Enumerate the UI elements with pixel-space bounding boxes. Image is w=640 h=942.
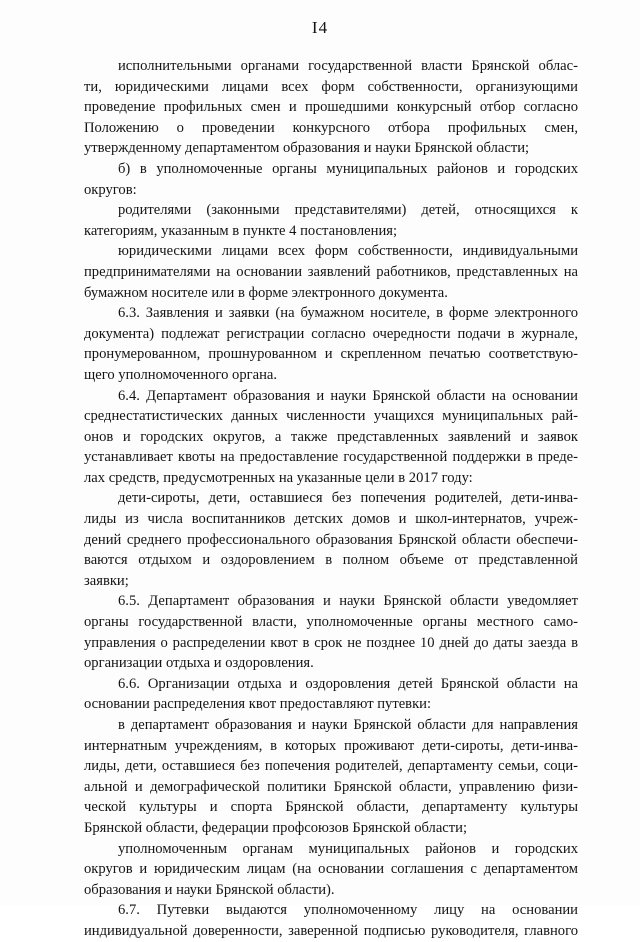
text-line: утвержденному департаментом образования и науки Брянской области;	[84, 140, 530, 157]
text-line: предпринимателями на основании заявлений работников, представленных на	[84, 263, 578, 280]
text-line: уполномоченным органам муниципальных районов и городских	[118, 840, 578, 857]
text-line: ваются отдыхом и оздоровлением в полном объеме от представленной	[84, 552, 578, 569]
text-line: округов и юридическим лицам (на основании соглашения с департаментом	[84, 861, 578, 878]
text-line: б) в уполномоченные органы муниципальных районов и городских	[118, 160, 578, 177]
text-line: 6.3. Заявления и заявки (на бумажном носителе, в форме электронного	[118, 305, 578, 322]
text-line: заявки;	[84, 572, 129, 589]
text-line: юридическими лицами всех форм собственности, индивидуальными	[118, 243, 578, 260]
text-line: категориям, указанным в пункте 4 постановления;	[84, 222, 398, 239]
text-line: интернатным учреждениям, в которых проживают дети-сироты, дети-инва-	[84, 737, 578, 754]
text-line: дети-сироты, дети, оставшиеся без попечения родителей, дети-инва-	[118, 490, 578, 507]
text-line: основании распределения квот предоставляют путевки:	[84, 696, 432, 713]
text-line: устанавливает квоты на предоставление государственной поддержки в преде-	[84, 449, 578, 466]
text-line: индивидуальной доверенности, заверенной подписью руководителя, главного	[84, 922, 578, 939]
text-line: ческой культуры и спорта Брянской области, департаменту культуры	[84, 799, 578, 816]
text-line: альной и демографической политики Брянской области, управлению физи-	[84, 778, 578, 795]
text-line: бумажном носителе или в форме электронного документа.	[84, 284, 448, 301]
text-line: дений среднего профессионального образования Брянской области обеспечи-	[84, 531, 578, 548]
text-line: ти, юридическими лицами всех форм собственности, организующими	[84, 78, 578, 95]
text-line: органы государственной власти, уполномоченные органы местного само-	[84, 614, 578, 631]
text-line: 6.7. Путевки выдаются уполномоченному лицу на основании	[118, 902, 578, 919]
text-line: 6.5. Департамент образования и науки Брянской области уведомляет	[118, 593, 578, 610]
page-number: I4	[311, 18, 329, 37]
text-line: проведение профильных смен и прошедшими конкурсный отбор согласно	[84, 99, 578, 116]
text-line: исполнительными органами государственной власти Брянской облас-	[118, 58, 578, 74]
text-line: онов и городских округов, а также представленных заявлений и заявок	[84, 428, 578, 445]
text-line: Положению о проведении конкурсного отбора профильных смен,	[84, 119, 578, 136]
text-line: организации отдыха и оздоровления.	[84, 655, 314, 672]
text-line: щего уполномоченного органа.	[84, 366, 278, 383]
text-line: управления о распределении квот в срок не позднее 10 дней до даты заезда в	[84, 634, 578, 651]
text-line: образования и науки Брянской области).	[84, 881, 335, 898]
text-line: лах средств, предусмотренных на указанные цели в 2017 году:	[84, 469, 473, 486]
text-line: 6.4. Департамент образования и науки Брянской области на основании	[118, 387, 578, 404]
text-line: округов:	[84, 181, 137, 198]
text-line: в департамент образования и науки Брянской области для направления	[118, 717, 578, 733]
text-line: родителями (законными представителями) детей, относящихся к	[118, 202, 578, 219]
text-line: среднестатистических данных численности учащихся муниципальных рай-	[84, 408, 578, 425]
text-line: лиды из числа воспитанников детских домов и школ-интернатов, учреж-	[84, 511, 578, 528]
text-line: документа) подлежат регистрации согласно очередности подачи в журнале,	[84, 325, 578, 342]
document-body	[84, 56, 578, 942]
text-line: Брянской области, федерации профсоюзов Брянской области;	[84, 819, 468, 836]
text-line: лиды, дети, оставшиеся без попечения родителей, департаменту семьи, соци-	[84, 758, 578, 775]
text-line: 6.6. Организации отдыха и оздоровления детей Брянской области на	[118, 675, 578, 692]
text-line: пронумерованном, прошнурованном и скрепленном печатью соответствую-	[84, 346, 578, 363]
